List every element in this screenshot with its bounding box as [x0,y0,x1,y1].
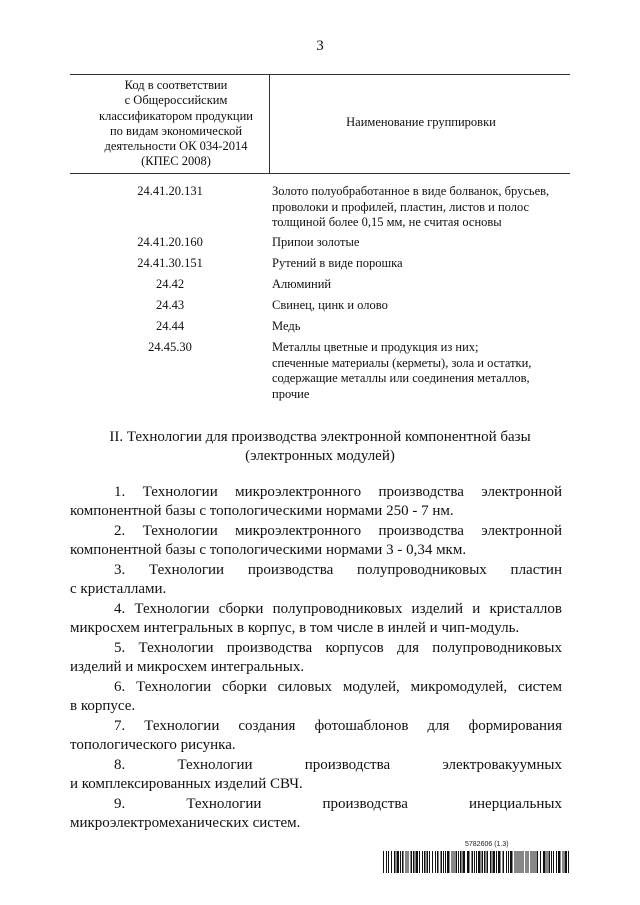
header-code-line: с Общероссийским [124,93,228,108]
list-item-first-line: 1. Технологии микроэлектронного производства электронной [114,484,562,500]
technology-list [70,483,562,834]
list-item-first-line: 8. Технологии производства электровакуумных [114,757,562,773]
table-header-name: Наименование группировки [346,115,496,129]
list-item [70,483,562,521]
list-item-continuation: микроэлектромеханических систем. [70,815,301,831]
list-item [70,795,562,833]
row-code: 24.41.20.160 [137,235,203,249]
list-item [70,756,562,794]
list-item [70,678,562,716]
row-code: 24.41.30.151 [137,256,203,270]
document-stamp: 5782606 (1.3) [465,841,509,848]
row-name: Свинец, цинк и олово [272,298,388,312]
row-name: Рутений в виде порошка [272,256,403,270]
table-header-code [85,78,267,170]
list-item-first-line: 5. Технологии производства корпусов для полупроводниковых [114,640,562,656]
list-item-first-line: 7. Технологии создания фотошаблонов для формирования [114,718,562,734]
row-name [272,340,570,402]
list-item-continuation: компонентной базы с топологическими нормами 3 - 0,34 мкм. [70,542,467,558]
header-code-line: по видам экономической [109,123,243,138]
row-name: Медь [272,319,301,333]
list-item [70,639,562,677]
row-name-line: прочие [272,386,310,401]
row-name: Алюминий [272,277,332,291]
list-item [70,600,562,638]
row-code: 24.43 [155,298,185,312]
row-code: 24.42 [155,277,185,291]
row-name-line: Металлы цветные и продукция из них; [272,340,479,354]
row-code: 24.45.30 [148,340,192,354]
list-item-first-line: 3. Технологии производства полупроводниковых пластин [114,562,562,578]
header-code-line: классификатором продукции [99,108,253,123]
header-code-line: (КПЕС 2008) [141,154,211,169]
row-name-line: проволоки и профилей, пластин, листов и полос [272,199,530,214]
barcode-image [383,851,569,873]
table-column-divider [269,74,270,173]
list-item [70,561,562,599]
row-code: 24.44 [155,319,185,333]
section-title-line: (электронных модулей) [245,448,395,464]
section-title-line: II. Технологии для производства электронной компонентной базы [109,429,531,445]
section-title [70,428,570,466]
row-name: Припои золотые [272,235,360,249]
list-item-continuation: микросхем интегральных в корпус, в том числе в инлей и чип-модуль. [70,620,520,636]
page-number: 3 [316,38,324,54]
list-item-first-line: 6. Технологии сборки силовых модулей, микромодулей, систем [114,679,562,695]
list-item-continuation: изделий и микросхем интегральных. [70,659,305,675]
row-name-line: толщиной более 0,15 мм, не считая основы [272,215,502,229]
list-item-continuation: с кристаллами. [70,581,167,597]
row-code: 24.41.20.131 [137,184,203,198]
list-item [70,717,562,755]
list-item-continuation: топологического рисунка. [70,737,236,753]
list-item [70,522,562,560]
row-name-line: содержащие металлы или соединения металлов, [272,371,530,385]
row-name [272,184,570,231]
list-item-continuation: и комплексированных изделий СВЧ. [70,776,303,792]
row-name-line: спеченные материалы (керметы), зола и остатки, [272,355,532,370]
list-item-first-line: 9. Технологии производства инерциальных [114,796,562,812]
list-item-continuation: компонентной базы с топологическими нормами 250 - 7 нм. [70,503,454,519]
table-top-rule [70,74,570,75]
header-code-line: Код в соответствии [124,78,228,92]
header-code-line: деятельности ОК 034-2014 [104,139,248,154]
list-item-first-line: 4. Технологии сборки полупроводниковых изделий и кристаллов [114,601,562,617]
row-name-line: Золото полуобработанное в виде болванок, брусьев, [272,184,550,198]
list-item-first-line: 2. Технологии микроэлектронного производства электронной [114,523,562,539]
table-header-rule [70,173,570,174]
list-item-continuation: в корпусе. [70,698,136,714]
